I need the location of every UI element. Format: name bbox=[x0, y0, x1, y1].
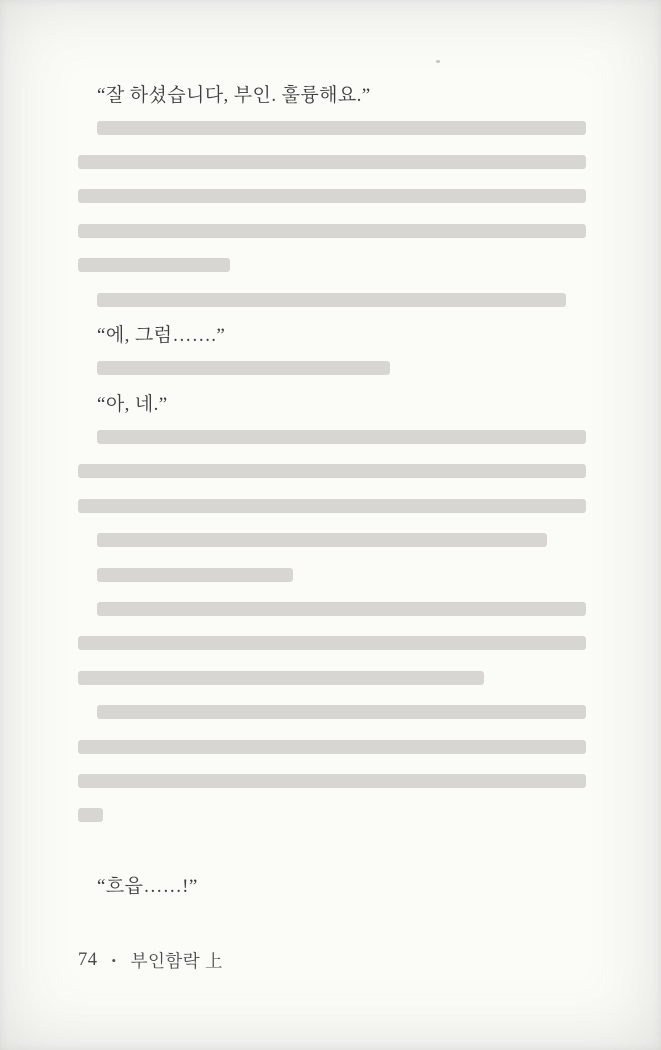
blank-line bbox=[78, 833, 586, 867]
book-title: 부인함락 上 bbox=[130, 951, 224, 971]
redacted-run bbox=[97, 533, 547, 547]
redacted-run bbox=[97, 121, 586, 135]
redacted-run bbox=[78, 224, 586, 238]
redacted-text-line bbox=[78, 729, 586, 763]
redacted-text-line bbox=[78, 248, 586, 282]
scan-speck bbox=[436, 60, 440, 63]
redacted-text-line bbox=[78, 110, 586, 144]
text-line: “에, 그럼…….” bbox=[97, 325, 226, 347]
text-line: “아, 네.” bbox=[97, 394, 168, 416]
redacted-run bbox=[97, 430, 586, 444]
page-number: 74 bbox=[78, 950, 98, 970]
redacted-run bbox=[78, 671, 484, 685]
redacted-run bbox=[97, 568, 293, 582]
redacted-text-line bbox=[78, 764, 586, 798]
redacted-text-line bbox=[78, 798, 586, 832]
text-block bbox=[78, 76, 586, 901]
text-line: “잘 하셨습니다, 부인. 훌륭해요.” bbox=[97, 84, 371, 106]
redacted-run bbox=[78, 636, 586, 650]
redacted-run bbox=[97, 293, 566, 307]
redacted-run bbox=[97, 361, 390, 375]
redacted-text-line bbox=[78, 214, 586, 248]
redacted-run bbox=[78, 155, 586, 169]
redacted-text-line bbox=[78, 557, 586, 591]
redacted-text-line bbox=[78, 179, 586, 213]
redacted-run bbox=[78, 189, 586, 203]
redacted-text-line bbox=[78, 282, 586, 316]
redacted-text-line bbox=[78, 592, 586, 626]
redacted-text-line bbox=[78, 145, 586, 179]
redacted-text-line bbox=[78, 695, 586, 729]
redacted-text-line bbox=[78, 454, 586, 488]
redacted-run bbox=[78, 808, 103, 822]
redacted-run bbox=[78, 774, 586, 788]
redacted-run bbox=[78, 499, 586, 513]
redacted-run bbox=[78, 258, 230, 272]
redacted-text-line bbox=[78, 351, 586, 385]
redacted-run bbox=[78, 740, 586, 754]
text-line: “흐읍……!” bbox=[97, 875, 198, 897]
page-footer bbox=[78, 948, 223, 973]
redacted-text-line bbox=[78, 661, 586, 695]
redacted-run bbox=[97, 705, 586, 719]
redacted-text-line bbox=[78, 420, 586, 454]
redacted-run bbox=[78, 464, 586, 478]
redacted-text-line bbox=[78, 626, 586, 660]
redacted-run bbox=[97, 602, 586, 616]
footer-separator-dot: • bbox=[111, 952, 117, 968]
redacted-text-line bbox=[78, 523, 586, 557]
redacted-text-line bbox=[78, 489, 586, 523]
